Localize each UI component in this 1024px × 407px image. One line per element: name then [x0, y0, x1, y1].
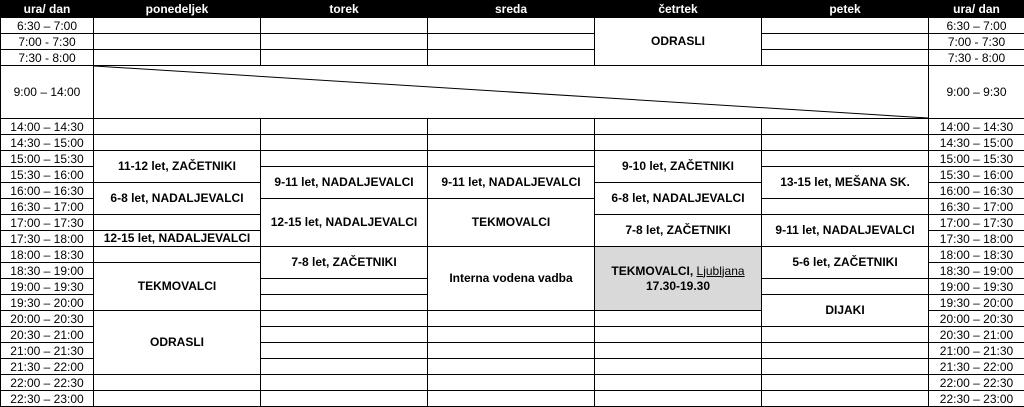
time-label-left: 16:00 – 16:30: [1, 183, 94, 199]
empty-slot: [94, 375, 261, 391]
time-label-left: 17:30 – 18:00: [1, 231, 94, 247]
event-wednesday-9-11-nadaljevalci: 9-11 let, NADALJEVALCI: [428, 167, 595, 199]
empty-slot: [762, 135, 929, 151]
event-tuesday-12-15-nadaljevalci: 12-15 let, NADALJEVALCI: [261, 199, 428, 247]
empty-slot: [261, 311, 428, 327]
time-label-left: 21:30 – 22:00: [1, 359, 94, 375]
time-label-left: 16:30 – 17:00: [1, 199, 94, 215]
event-thursday-7-8-zacetniki: 7-8 let, ZAČETNIKI: [595, 215, 762, 247]
empty-slot: [261, 359, 428, 375]
empty-slot: [428, 359, 595, 375]
header-row: [1, 1, 1024, 18]
header-time-right: ura/ dan: [929, 1, 1024, 18]
event-friday-9-11-nadaljevalci: 9-11 let, NADALJEVALCI: [762, 215, 929, 247]
time-label-right: 21:30 – 22:00: [929, 359, 1024, 375]
time-label-right: 15:00 – 15:30: [929, 151, 1024, 167]
header-wednesday: sreda: [428, 1, 595, 18]
empty-slot: [261, 135, 428, 151]
time-label-right: 19:30 – 20:00: [929, 295, 1024, 311]
time-label-left: 22:30 – 23:00: [1, 391, 94, 407]
event-friday-13-15-mesana: 13-15 let, MEŠANA SK.: [762, 167, 929, 199]
time-label-left: 15:30 – 16:00: [1, 167, 94, 183]
time-label-left: 14:30 – 15:00: [1, 135, 94, 151]
header-tuesday: torek: [261, 1, 428, 18]
empty-slot: [762, 18, 929, 34]
empty-slot: [261, 151, 428, 167]
table-row: [1, 135, 1024, 151]
time-label-right: 15:30 – 16:00: [929, 167, 1024, 183]
time-label-right: 6:30 – 7:00: [929, 18, 1024, 34]
time-label-right: 14:00 – 14:30: [929, 119, 1024, 135]
empty-slot: [428, 151, 595, 167]
empty-slot: [261, 18, 428, 34]
time-label-left: 19:00 – 19:30: [1, 279, 94, 295]
empty-slot: [762, 199, 929, 215]
header-friday: petek: [762, 1, 929, 18]
event-tuesday-7-8-zacetniki: 7-8 let, ZAČETNIKI: [261, 247, 428, 279]
event-location-link[interactable]: Ljubljana: [697, 264, 745, 278]
event-friday-dijaki: DIJAKI: [762, 295, 929, 327]
empty-slot: [595, 311, 762, 327]
event-monday-tekmovalci: TEKMOVALCI: [94, 263, 261, 311]
event-monday-odrasli: ODRASLI: [94, 311, 261, 375]
closed-period-diagonal: [94, 66, 929, 119]
header-thursday: četrtek: [595, 1, 762, 18]
empty-slot: [595, 391, 762, 407]
empty-slot: [595, 343, 762, 359]
event-wednesday-tekmovalci: TEKMOVALCI: [428, 199, 595, 247]
event-wednesday-interna-vadba: Interna vodena vadba: [428, 247, 595, 311]
time-label-left: 19:30 – 20:00: [1, 295, 94, 311]
time-label-left: 7:00 - 7:30: [1, 34, 94, 50]
empty-slot: [261, 34, 428, 50]
time-label-left: 9:00 – 14:00: [1, 66, 94, 119]
time-label-left: 18:30 – 19:00: [1, 263, 94, 279]
time-label-right: 17:30 – 18:00: [929, 231, 1024, 247]
empty-slot: [94, 247, 261, 263]
time-label-right: 19:00 – 19:30: [929, 279, 1024, 295]
empty-slot: [428, 311, 595, 327]
time-label-right: 20:30 – 21:00: [929, 327, 1024, 343]
empty-slot: [94, 50, 261, 66]
event-thursday-9-10-zacetniki: 9-10 let, ZAČETNIKI: [595, 151, 762, 183]
time-label-left: 21:00 – 21:30: [1, 343, 94, 359]
time-label-right: 18:00 – 18:30: [929, 247, 1024, 263]
empty-slot: [94, 119, 261, 135]
empty-slot: [261, 391, 428, 407]
table-row: [1, 151, 1024, 167]
event-thursday-odrasli-morning: ODRASLI: [595, 18, 762, 66]
empty-slot: [261, 295, 428, 311]
table-row: [1, 18, 1024, 34]
empty-slot: [762, 119, 929, 135]
time-label-left: 6:30 – 7:00: [1, 18, 94, 34]
empty-slot: [595, 327, 762, 343]
empty-slot: [94, 34, 261, 50]
empty-slot: [762, 50, 929, 66]
table-row: [1, 119, 1024, 135]
time-label-left: 18:00 – 18:30: [1, 247, 94, 263]
time-label-left: 14:00 – 14:30: [1, 119, 94, 135]
empty-slot: [762, 375, 929, 391]
table-row: [1, 247, 1024, 263]
empty-slot: [762, 359, 929, 375]
empty-slot: [762, 279, 929, 295]
event-tuesday-9-11-nadaljevalci: 9-11 let, NADALJEVALCI: [261, 167, 428, 199]
empty-slot: [261, 375, 428, 391]
time-label-left: 22:00 – 22:30: [1, 375, 94, 391]
empty-slot: [261, 119, 428, 135]
time-label-left: 15:00 – 15:30: [1, 151, 94, 167]
table-row: [1, 66, 1024, 119]
empty-slot: [428, 327, 595, 343]
event-thursday-6-8-nadaljevalci: 6-8 let, NADALJEVALCI: [595, 183, 762, 215]
event-monday-6-8-nadaljevalci: 6-8 let, NADALJEVALCI: [94, 183, 261, 215]
time-label-right: 7:30 - 8:00: [929, 50, 1024, 66]
time-label-right: 22:30 – 23:00: [929, 391, 1024, 407]
event-monday-12-15-nadaljevalci: 12-15 let, NADALJEVALCI: [94, 231, 261, 247]
event-thursday-tekmovalci-label: TEKMOVALCI,: [611, 264, 693, 278]
empty-slot: [428, 343, 595, 359]
time-label-right: 17:00 – 17:30: [929, 215, 1024, 231]
event-monday-11-12-zacetniki: 11-12 let, ZAČETNIKI: [94, 151, 261, 183]
empty-slot: [428, 119, 595, 135]
time-label-right: 16:30 – 17:00: [929, 199, 1024, 215]
event-friday-5-6-zacetniki: 5-6 let, ZAČETNIKI: [762, 247, 929, 279]
time-label-right: 9:00 – 9:30: [929, 66, 1024, 119]
empty-slot: [595, 119, 762, 135]
time-label-right: 16:00 – 16:30: [929, 183, 1024, 199]
empty-slot: [428, 18, 595, 34]
empty-slot: [428, 375, 595, 391]
empty-slot: [261, 50, 428, 66]
empty-slot: [762, 391, 929, 407]
empty-slot: [762, 151, 929, 167]
time-label-right: 21:00 – 21:30: [929, 343, 1024, 359]
empty-slot: [94, 135, 261, 151]
empty-slot: [428, 135, 595, 151]
empty-slot: [762, 34, 929, 50]
header-time-left: ura/ dan: [1, 1, 94, 18]
table-row: [1, 375, 1024, 391]
header-monday: ponedeljek: [94, 1, 261, 18]
empty-slot: [261, 327, 428, 343]
empty-slot: [261, 343, 428, 359]
empty-slot: [762, 327, 929, 343]
time-label-right: 18:30 – 19:00: [929, 263, 1024, 279]
time-label-right: 14:30 – 15:00: [929, 135, 1024, 151]
empty-slot: [762, 343, 929, 359]
empty-slot: [94, 18, 261, 34]
event-thursday-tekmovalci-ljubljana: [595, 247, 762, 311]
time-label-left: 20:00 – 20:30: [1, 311, 94, 327]
empty-slot: [261, 279, 428, 295]
empty-slot: [428, 391, 595, 407]
empty-slot: [595, 359, 762, 375]
time-label-right: 22:00 – 22:30: [929, 375, 1024, 391]
event-thursday-tekmovalci-time: 17.30-19.30: [595, 279, 761, 294]
time-label-left: 20:30 – 21:00: [1, 327, 94, 343]
empty-slot: [595, 375, 762, 391]
empty-slot: [428, 34, 595, 50]
empty-slot: [428, 50, 595, 66]
empty-slot: [94, 215, 261, 231]
table-row: [1, 34, 1024, 50]
empty-slot: [94, 391, 261, 407]
time-label-left: 17:00 – 17:30: [1, 215, 94, 231]
table-row: [1, 50, 1024, 66]
time-label-left: 7:30 - 8:00: [1, 50, 94, 66]
empty-slot: [595, 135, 762, 151]
time-label-right: 20:00 – 20:30: [929, 311, 1024, 327]
time-label-right: 7:00 - 7:30: [929, 34, 1024, 50]
table-row: [1, 391, 1024, 407]
